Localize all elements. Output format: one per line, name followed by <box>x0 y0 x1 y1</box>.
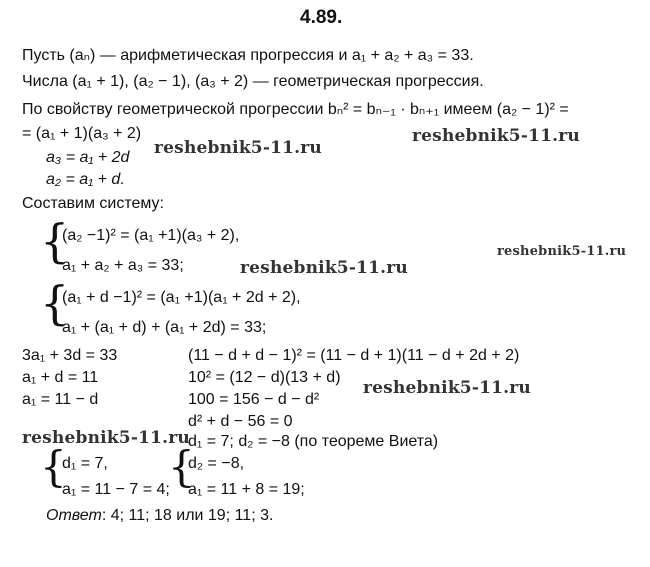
calc-left-1: 3a₁ + 3d = 33 <box>22 347 118 364</box>
text-line-1: Пусть (aₙ) — арифметическая прогрессия и a₁ + a₂ + a₃ = 33. <box>22 47 474 64</box>
problem-number: 4.89. <box>300 7 343 28</box>
calc-right-2: 10² = (12 − d)(13 + d) <box>188 369 341 386</box>
answer-label: Ответ <box>46 507 102 524</box>
system3-eq1: d₁ = 7, <box>62 455 108 472</box>
formula-a3: a₃ = a₁ + 2d <box>46 149 130 166</box>
system4-eq2: a₁ = 11 + 8 = 19; <box>188 481 305 498</box>
system2-eq2: a₁ + (a₁ + d) + (a₁ + 2d) = 33; <box>62 319 267 336</box>
watermark-3: reshebnik5-11.ru <box>497 244 627 259</box>
formula-a2: a₂ = a₁ + d. <box>46 171 125 188</box>
system1-eq1: (a₂ −1)² = (a₁ +1)(a₃ + 2), <box>62 227 240 244</box>
system2-eq1: (a₁ + d −1)² = (a₁ +1)(a₁ + 2d + 2), <box>62 289 301 306</box>
watermark-4: reshebnik5-11.ru <box>240 258 408 278</box>
text-line-3: По свойству геометрической прогрессии bₙ² = bₙ₋₁ · bₙ₊₁ имеем (a₂ − 1)² = <box>22 101 569 118</box>
answer-text: : 4; 11; 18 или 19; 11; 3. <box>101 507 274 524</box>
calc-right-5: d₁ = 7; d₂ = −8 (по теореме Виета) <box>188 433 439 450</box>
calc-right-4: d² + d − 56 = 0 <box>188 413 293 430</box>
brace-system-1: { <box>40 214 70 268</box>
calc-right-1: (11 − d + d − 1)² = (11 − d + 1)(11 − d + 2d + 2) <box>188 347 520 364</box>
brace-system-3: { <box>40 442 67 491</box>
watermark-5: reshebnik5-11.ru <box>363 378 531 398</box>
watermark-2: reshebnik5-11.ru <box>412 126 580 146</box>
system4-eq1: d₂ = −8, <box>188 455 245 472</box>
brace-system-4: { <box>168 442 195 491</box>
watermark-1: reshebnik5-11.ru <box>154 138 322 158</box>
text-line-4: = (a₁ + 1)(a₃ + 2) <box>22 125 142 142</box>
system1-eq2: a₁ + a₂ + a₃ = 33; <box>62 257 184 274</box>
text-line-system: Составим систему: <box>22 195 164 212</box>
calc-right-3: 100 = 156 − d − d² <box>188 391 320 408</box>
system3-eq2: a₁ = 11 − 7 = 4; <box>62 481 170 498</box>
text-line-2: Числа (a₁ + 1), (a₂ − 1), (a₃ + 2) — геометрическая прогрессия. <box>22 73 484 90</box>
calc-left-3: a₁ = 11 − d <box>22 391 99 408</box>
answer-line <box>46 506 273 526</box>
calc-left-2: a₁ + d = 11 <box>22 369 99 386</box>
watermark-6: reshebnik5-11.ru <box>22 428 190 448</box>
brace-system-2: { <box>40 276 70 330</box>
